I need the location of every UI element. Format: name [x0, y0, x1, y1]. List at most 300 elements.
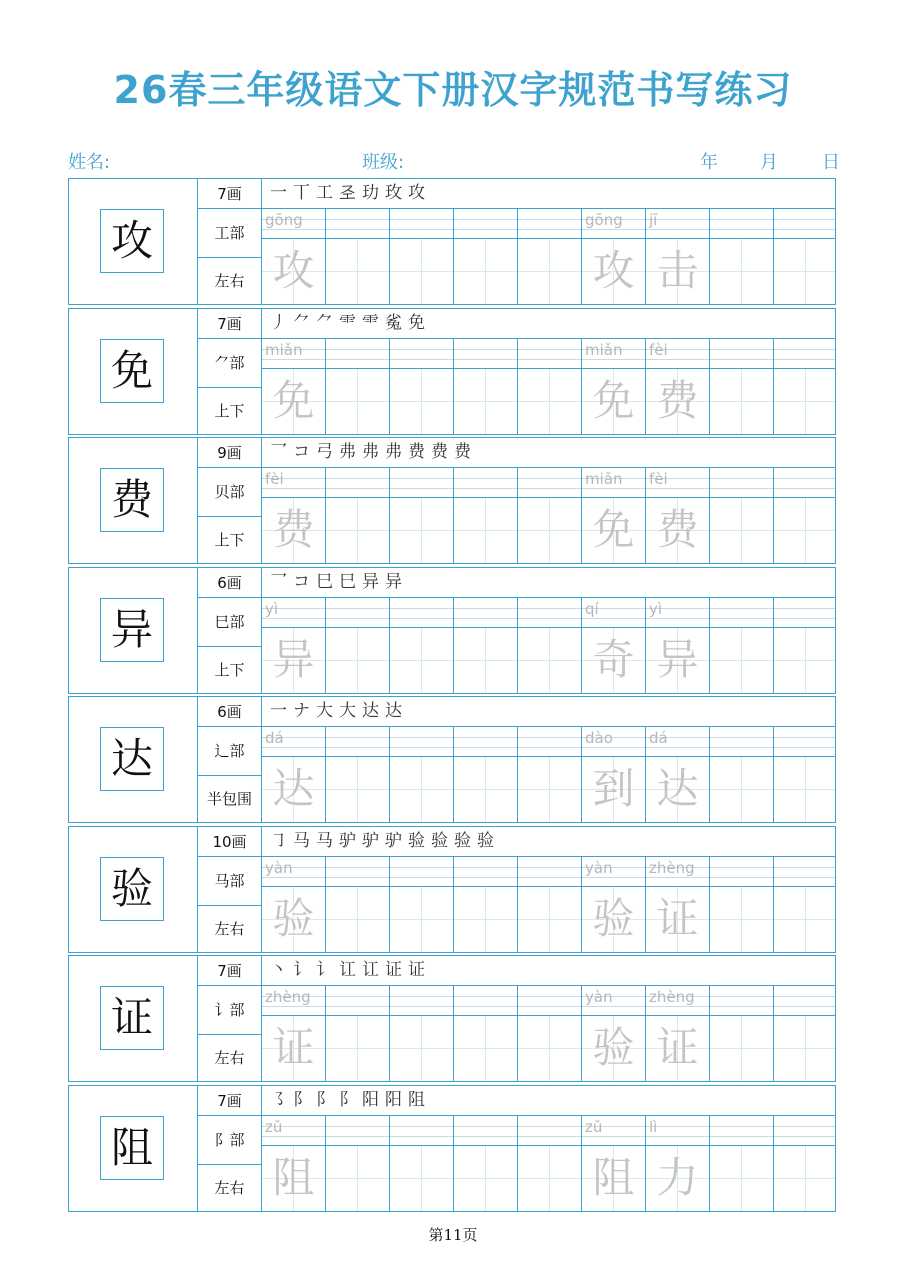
- tianzige-cell[interactable]: [390, 628, 453, 693]
- writing-column: [326, 468, 390, 563]
- pinyin-cell[interactable]: dá: [262, 727, 325, 757]
- tianzige-cell[interactable]: [326, 1146, 389, 1211]
- pinyin-cell[interactable]: [326, 339, 389, 369]
- pinyin-cell[interactable]: zhèng: [646, 857, 709, 887]
- tianzige-cell[interactable]: [774, 628, 835, 693]
- tianzige-cell[interactable]: [326, 887, 389, 952]
- pinyin-cell[interactable]: yàn: [262, 857, 325, 887]
- pinyin-cell[interactable]: [710, 598, 773, 628]
- tianzige-cell[interactable]: [710, 498, 773, 563]
- tianzige-cell[interactable]: [582, 369, 645, 434]
- stroke-step: 大: [316, 701, 337, 721]
- tianzige-cell[interactable]: [646, 757, 709, 822]
- writing-column: [774, 1116, 835, 1211]
- pinyin-cell[interactable]: yàn: [582, 986, 645, 1016]
- tianzige-cell[interactable]: [390, 1146, 453, 1211]
- stroke-step: 阻: [408, 1090, 429, 1110]
- pinyin-cell[interactable]: [710, 209, 773, 239]
- tianzige-cell[interactable]: [518, 239, 581, 304]
- tianzige-cell[interactable]: [774, 1146, 835, 1211]
- tianzige-cell[interactable]: [326, 1016, 389, 1081]
- tianzige-cell[interactable]: [582, 1016, 645, 1081]
- stroke-count: 9画: [198, 438, 262, 468]
- tianzige-cell[interactable]: [454, 757, 517, 822]
- trace-char: [454, 887, 517, 952]
- char-card-cell: [69, 309, 198, 434]
- stroke-step: 驴: [362, 831, 383, 851]
- tianzige-cell[interactable]: [646, 628, 709, 693]
- pinyin-cell[interactable]: [710, 727, 773, 757]
- tianzige-cell[interactable]: [454, 369, 517, 434]
- structure: 左右: [198, 1165, 262, 1211]
- tianzige-cell[interactable]: [710, 1146, 773, 1211]
- trace-char: 验: [592, 1023, 635, 1072]
- pinyin-cell[interactable]: [390, 986, 453, 1016]
- tianzige-cell[interactable]: [390, 239, 453, 304]
- tianzige-cell[interactable]: [326, 498, 389, 563]
- stroke-step: 讠: [316, 960, 337, 980]
- writing-column: [262, 339, 326, 434]
- pinyin-cell[interactable]: [518, 857, 581, 887]
- trace-char: [390, 887, 453, 952]
- pinyin-cell[interactable]: [326, 468, 389, 498]
- tianzige-cell[interactable]: [262, 369, 325, 434]
- tianzige-cell[interactable]: [774, 1016, 835, 1081]
- tianzige-cell[interactable]: [774, 887, 835, 952]
- trace-char: [454, 498, 517, 563]
- pinyin-cell[interactable]: [454, 598, 517, 628]
- radical: 辶部: [198, 727, 262, 776]
- tianzige-cell[interactable]: [710, 369, 773, 434]
- tianzige-cell[interactable]: [646, 369, 709, 434]
- writing-column: [646, 209, 710, 304]
- writing-column: [582, 857, 646, 952]
- pinyin-cell[interactable]: yàn: [582, 857, 645, 887]
- page-number: 第11页: [428, 1226, 478, 1244]
- tianzige-cell[interactable]: [262, 1016, 325, 1081]
- stroke-order: [262, 568, 835, 598]
- practice-row: [68, 955, 836, 1082]
- pinyin-cell[interactable]: [774, 857, 835, 887]
- stroke-step: 玏: [362, 183, 383, 203]
- tianzige-cell[interactable]: [646, 1016, 709, 1081]
- stroke-step: 弗: [385, 442, 406, 462]
- tianzige-cell[interactable]: [390, 498, 453, 563]
- stroke-step: 马: [293, 831, 314, 851]
- pinyin-cell[interactable]: [390, 598, 453, 628]
- pinyin-cell[interactable]: [710, 986, 773, 1016]
- page-title: 26春三年级语文下册汉字规范书写练习: [113, 68, 793, 112]
- pinyin-cell[interactable]: [390, 468, 453, 498]
- trace-char: [326, 369, 389, 434]
- pinyin-cell[interactable]: [326, 1116, 389, 1146]
- radical: 工部: [198, 209, 262, 258]
- writing-column: [710, 209, 774, 304]
- pinyin-cell[interactable]: [774, 468, 835, 498]
- stroke-count: 10画: [198, 827, 262, 857]
- trace-char: 达: [656, 764, 699, 813]
- writing-column: [582, 986, 646, 1081]
- structure: 左右: [198, 906, 262, 952]
- stroke-count: 7画: [198, 179, 262, 209]
- pinyin-cell[interactable]: [710, 1116, 773, 1146]
- tianzige-cell[interactable]: [774, 757, 835, 822]
- tianzige-cell[interactable]: [582, 757, 645, 822]
- writing-column: [454, 727, 518, 822]
- tianzige-cell[interactable]: [326, 369, 389, 434]
- structure: 左右: [198, 258, 262, 304]
- char-card: 攻: [100, 209, 164, 273]
- pinyin-cell[interactable]: miǎn: [582, 468, 645, 498]
- writing-grid: [262, 468, 835, 563]
- radical: 贝部: [198, 468, 262, 517]
- stroke-step: 讧: [362, 960, 383, 980]
- writing-column: [710, 857, 774, 952]
- writing-column: [710, 727, 774, 822]
- pinyin-cell[interactable]: [454, 857, 517, 887]
- stroke-count: 6画: [198, 568, 262, 598]
- tianzige-cell[interactable]: [710, 757, 773, 822]
- tianzige-cell[interactable]: [262, 757, 325, 822]
- trace-char: [518, 239, 581, 304]
- pinyin-cell[interactable]: [774, 598, 835, 628]
- pinyin-cell[interactable]: [518, 339, 581, 369]
- pinyin-cell[interactable]: fèi: [646, 339, 709, 369]
- pinyin-cell[interactable]: [454, 468, 517, 498]
- stroke-order: [262, 438, 835, 468]
- tianzige-cell[interactable]: [454, 1016, 517, 1081]
- writing-column: [518, 468, 582, 563]
- stroke-step: 费: [454, 442, 475, 462]
- tianzige-cell[interactable]: [262, 1146, 325, 1211]
- pinyin-cell[interactable]: lì: [646, 1116, 709, 1146]
- pinyin-cell[interactable]: [390, 209, 453, 239]
- trace-char: 异: [272, 635, 315, 684]
- writing-column: [390, 209, 454, 304]
- pinyin-cell[interactable]: miǎn: [582, 339, 645, 369]
- tianzige-cell[interactable]: [390, 757, 453, 822]
- tianzige-cell[interactable]: [454, 498, 517, 563]
- stroke-step: 验: [431, 831, 452, 851]
- stroke-step: 一: [270, 183, 291, 203]
- tianzige-cell[interactable]: [262, 498, 325, 563]
- trace-char: [518, 757, 581, 822]
- pinyin-cell[interactable]: [518, 468, 581, 498]
- writing-column: [262, 986, 326, 1081]
- pinyin-cell[interactable]: [390, 339, 453, 369]
- trace-char: [710, 239, 773, 304]
- trace-char: 奇: [592, 635, 635, 684]
- tianzige-cell[interactable]: [646, 887, 709, 952]
- stroke-step: 验: [408, 831, 429, 851]
- structure: 左右: [198, 1035, 262, 1081]
- tianzige-cell[interactable]: [710, 1016, 773, 1081]
- stroke-step: ㇆: [270, 831, 291, 851]
- stroke-step: 费: [408, 442, 429, 462]
- trace-char: 验: [272, 894, 315, 943]
- pinyin-cell[interactable]: dá: [646, 727, 709, 757]
- pinyin-cell[interactable]: [774, 209, 835, 239]
- writing-column: [262, 857, 326, 952]
- stroke-step: 费: [431, 442, 452, 462]
- tianzige-cell[interactable]: [774, 239, 835, 304]
- writing-column: [390, 1116, 454, 1211]
- pinyin-cell[interactable]: zǔ: [262, 1116, 325, 1146]
- pinyin-cell[interactable]: [454, 986, 517, 1016]
- pinyin-cell[interactable]: zhèng: [646, 986, 709, 1016]
- stroke-step: 工: [316, 183, 337, 203]
- pinyin-cell[interactable]: [710, 857, 773, 887]
- tianzige-cell[interactable]: [582, 887, 645, 952]
- trace-char: [390, 369, 453, 434]
- writing-column: [390, 727, 454, 822]
- tianzige-cell[interactable]: [262, 887, 325, 952]
- trace-char: [774, 1146, 835, 1211]
- writing-column: [454, 857, 518, 952]
- pinyin-cell[interactable]: [390, 1116, 453, 1146]
- tianzige-cell[interactable]: [262, 239, 325, 304]
- trace-char: [390, 628, 453, 693]
- tianzige-cell[interactable]: [390, 369, 453, 434]
- stroke-count: 7画: [198, 956, 262, 986]
- structure: 上下: [198, 388, 262, 434]
- practice-row: [68, 178, 836, 305]
- stroke-step: 马: [316, 831, 337, 851]
- stroke-step: 驴: [385, 831, 406, 851]
- pinyin-cell[interactable]: [774, 986, 835, 1016]
- stroke-step: 阝: [316, 1090, 337, 1110]
- structure: 上下: [198, 517, 262, 563]
- pinyin-cell[interactable]: [326, 598, 389, 628]
- trace-char: [710, 887, 773, 952]
- tianzige-cell[interactable]: [518, 498, 581, 563]
- trace-char: [774, 757, 835, 822]
- pinyin-cell[interactable]: gōng: [262, 209, 325, 239]
- tianzige-cell[interactable]: [646, 239, 709, 304]
- writing-column: [518, 986, 582, 1081]
- practice-row: [68, 1085, 836, 1212]
- stroke-order: [262, 309, 835, 339]
- pinyin-cell[interactable]: qí: [582, 598, 645, 628]
- tianzige-cell[interactable]: [710, 887, 773, 952]
- structure: 半包围: [198, 776, 262, 822]
- stroke-step: 攻: [408, 183, 429, 203]
- pinyin-cell[interactable]: jī: [646, 209, 709, 239]
- char-card: 证: [100, 986, 164, 1050]
- pinyin-cell[interactable]: [326, 209, 389, 239]
- tianzige-cell[interactable]: [390, 1016, 453, 1081]
- trace-char: 证: [272, 1023, 315, 1072]
- stroke-step: 驴: [339, 831, 360, 851]
- stroke-step: 验: [477, 831, 498, 851]
- tianzige-cell[interactable]: [646, 1146, 709, 1211]
- pinyin-cell[interactable]: [454, 209, 517, 239]
- writing-column: [774, 986, 835, 1081]
- writing-grid: [262, 857, 835, 952]
- pinyin-cell[interactable]: yì: [646, 598, 709, 628]
- tianzige-cell[interactable]: [326, 628, 389, 693]
- pinyin-cell[interactable]: [710, 339, 773, 369]
- stroke-step: 丶: [270, 960, 291, 980]
- pinyin-cell[interactable]: [518, 209, 581, 239]
- pinyin-cell[interactable]: [326, 986, 389, 1016]
- trace-char: [326, 628, 389, 693]
- pinyin-cell[interactable]: [454, 339, 517, 369]
- stroke-step: 弗: [362, 442, 383, 462]
- tianzige-cell[interactable]: [518, 369, 581, 434]
- pinyin-cell[interactable]: [710, 468, 773, 498]
- year-label: 年: [700, 152, 718, 173]
- trace-char: [710, 1016, 773, 1081]
- tianzige-cell[interactable]: [710, 628, 773, 693]
- stroke-order: [262, 1086, 835, 1116]
- tianzige-cell[interactable]: [710, 239, 773, 304]
- writing-column: [774, 727, 835, 822]
- class-label: 班级:: [362, 152, 405, 173]
- writing-column: [710, 986, 774, 1081]
- practice-row: [68, 567, 836, 694]
- writing-grid: [262, 339, 835, 434]
- tianzige-cell[interactable]: [518, 887, 581, 952]
- pinyin-cell[interactable]: [326, 727, 389, 757]
- pinyin-cell[interactable]: [774, 1116, 835, 1146]
- stroke-order: [262, 697, 835, 727]
- writing-column: [582, 468, 646, 563]
- char-card: 费: [100, 468, 164, 532]
- radical: 巳部: [198, 598, 262, 647]
- pinyin-cell[interactable]: [390, 727, 453, 757]
- trace-char: 费: [272, 505, 315, 554]
- trace-char: [390, 1146, 453, 1211]
- pinyin-cell[interactable]: dào: [582, 727, 645, 757]
- stroke-step: コ: [293, 442, 314, 462]
- tianzige-cell[interactable]: [262, 628, 325, 693]
- pinyin-cell[interactable]: zhèng: [262, 986, 325, 1016]
- char-card-cell: [69, 827, 198, 952]
- pinyin-cell[interactable]: [454, 1116, 517, 1146]
- trace-char: [518, 369, 581, 434]
- trace-char: [326, 239, 389, 304]
- stroke-step: 丅: [293, 183, 314, 203]
- radical: 阝部: [198, 1116, 262, 1165]
- char-card-cell: [69, 568, 198, 693]
- stroke-step: 巳: [316, 572, 337, 592]
- writing-column: [646, 727, 710, 822]
- tianzige-cell[interactable]: [774, 498, 835, 563]
- trace-char: [518, 1146, 581, 1211]
- pinyin-cell[interactable]: [518, 727, 581, 757]
- pinyin-cell[interactable]: [518, 986, 581, 1016]
- tianzige-cell[interactable]: [326, 239, 389, 304]
- tianzige-cell[interactable]: [518, 757, 581, 822]
- pinyin-cell[interactable]: yì: [262, 598, 325, 628]
- writing-column: [454, 1116, 518, 1211]
- char-card: 达: [100, 727, 164, 791]
- writing-column: [582, 209, 646, 304]
- trace-char: [326, 887, 389, 952]
- trace-char: 免: [592, 376, 635, 425]
- trace-char: 免: [592, 505, 635, 554]
- tianzige-cell[interactable]: [454, 628, 517, 693]
- stroke-step: 证: [408, 960, 429, 980]
- tianzige-cell[interactable]: [454, 1146, 517, 1211]
- stroke-step: 阳: [385, 1090, 406, 1110]
- writing-column: [582, 727, 646, 822]
- tianzige-cell[interactable]: [582, 1146, 645, 1211]
- trace-char: [390, 1016, 453, 1081]
- trace-char: 异: [656, 635, 699, 684]
- trace-char: [454, 1146, 517, 1211]
- tianzige-cell[interactable]: [582, 628, 645, 693]
- tianzige-cell[interactable]: [390, 887, 453, 952]
- writing-column: [262, 468, 326, 563]
- stroke-step: 丿: [270, 313, 291, 333]
- writing-column: [326, 1116, 390, 1211]
- stroke-step: 验: [454, 831, 475, 851]
- stroke-count: 7画: [198, 1086, 262, 1116]
- stroke-order: [262, 956, 835, 986]
- pinyin-cell[interactable]: fèi: [646, 468, 709, 498]
- stroke-step: 乛: [270, 572, 291, 592]
- writing-column: [518, 1116, 582, 1211]
- trace-char: [454, 239, 517, 304]
- trace-char: [518, 498, 581, 563]
- tianzige-cell[interactable]: [582, 498, 645, 563]
- stroke-step: ナ: [293, 701, 314, 721]
- writing-column: [518, 857, 582, 952]
- trace-char: [710, 369, 773, 434]
- tianzige-cell[interactable]: [454, 887, 517, 952]
- tianzige-cell[interactable]: [774, 369, 835, 434]
- tianzige-cell[interactable]: [326, 757, 389, 822]
- tianzige-cell[interactable]: [518, 1016, 581, 1081]
- writing-column: [710, 339, 774, 434]
- trace-char: 证: [656, 1023, 699, 1072]
- trace-char: 力: [656, 1153, 699, 1202]
- writing-column: [326, 857, 390, 952]
- writing-column: [262, 209, 326, 304]
- pinyin-cell[interactable]: fèi: [262, 468, 325, 498]
- pinyin-cell[interactable]: zǔ: [582, 1116, 645, 1146]
- pinyin-cell[interactable]: [390, 857, 453, 887]
- writing-column: [390, 857, 454, 952]
- writing-column: [646, 598, 710, 693]
- pinyin-cell[interactable]: [774, 727, 835, 757]
- pinyin-cell[interactable]: [774, 339, 835, 369]
- char-card: 验: [100, 857, 164, 921]
- pinyin-cell[interactable]: [454, 727, 517, 757]
- trace-char: [326, 498, 389, 563]
- pinyin-cell[interactable]: gōng: [582, 209, 645, 239]
- tianzige-cell[interactable]: [518, 1146, 581, 1211]
- pinyin-cell[interactable]: miǎn: [262, 339, 325, 369]
- tianzige-cell[interactable]: [518, 628, 581, 693]
- day-label: 日: [822, 152, 840, 173]
- tianzige-cell[interactable]: [454, 239, 517, 304]
- tianzige-cell[interactable]: [582, 239, 645, 304]
- pinyin-cell[interactable]: [518, 1116, 581, 1146]
- char-card-cell: [69, 697, 198, 822]
- writing-column: [710, 598, 774, 693]
- tianzige-cell[interactable]: [646, 498, 709, 563]
- pinyin-cell[interactable]: [326, 857, 389, 887]
- stroke-order: [262, 827, 835, 857]
- trace-char: 验: [592, 894, 635, 943]
- pinyin-cell[interactable]: [518, 598, 581, 628]
- trace-char: [326, 1016, 389, 1081]
- trace-char: [454, 628, 517, 693]
- trace-char: [326, 757, 389, 822]
